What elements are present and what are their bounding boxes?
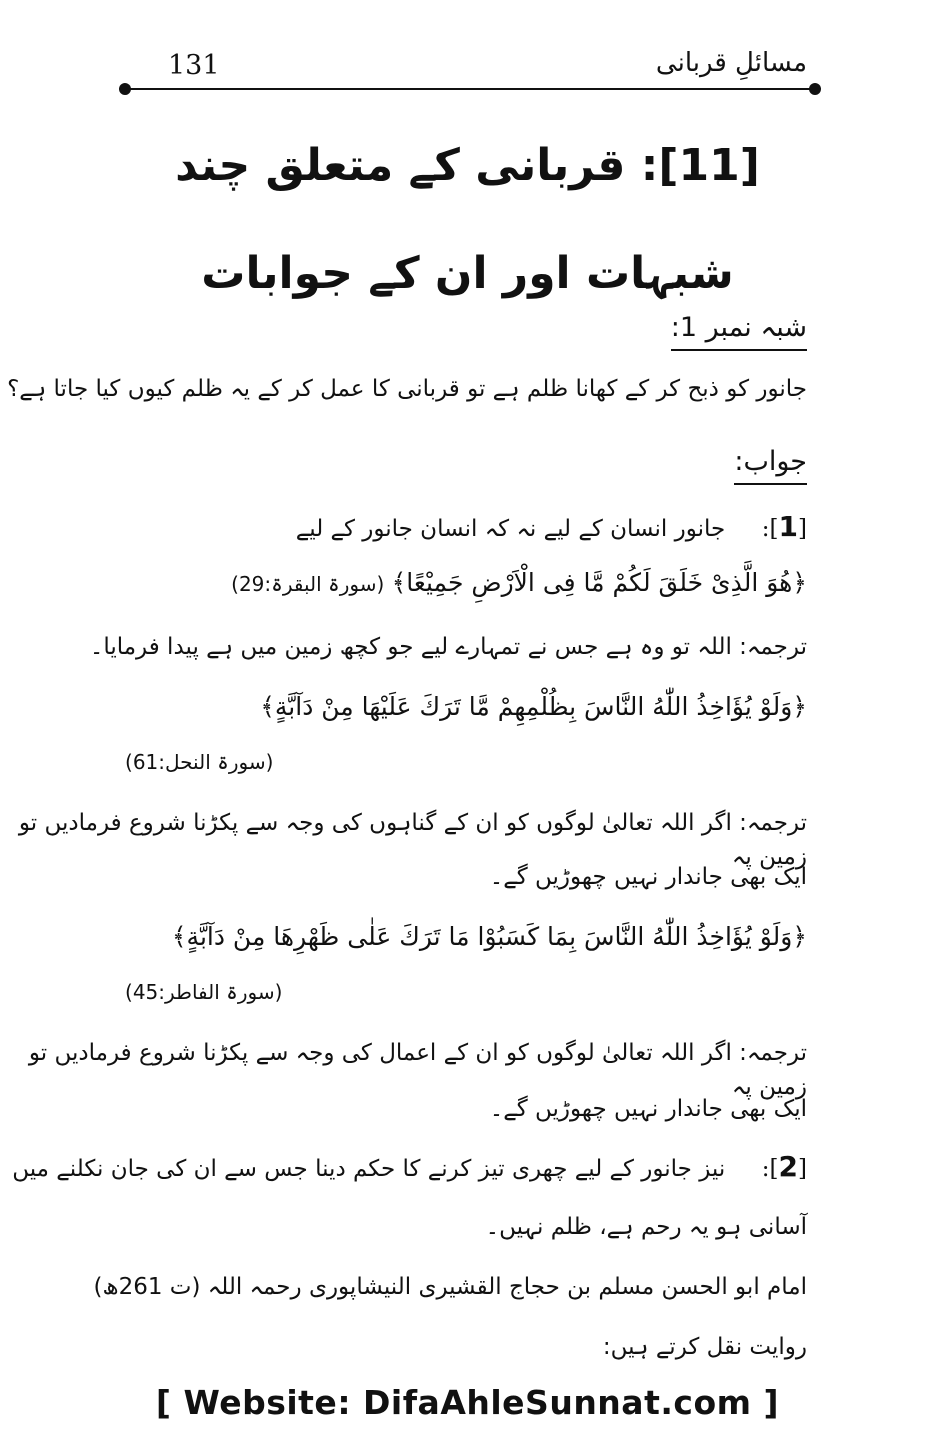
ayah-3: ﴿وَلَوْ یُؤَاخِذُ اللّٰهُ النَّاسَ بِمَا كَسَبُوْا مَا تَرَكَ عَلٰی ظَهْرِهَا مِنْ دَآبَّةٍ﴾ [171,922,807,951]
header-rule-left-dot [119,83,131,95]
answer-heading: جواب: [734,446,807,485]
translation-2-line-2: ایک بھی جاندار نہیں چھوڑیں گے۔ [489,864,807,890]
page-number: 131 [168,50,220,81]
ayah-1-reference: (سورۃ البقرۃ:29) [231,572,385,596]
header-rule-right-dot [809,83,821,95]
point-2-line-2: آسانی ہو یہ رحم ہے، ظلم نہیں۔ [485,1214,807,1240]
ayah-3-reference: (سورۃ الفاطر:45) [125,980,283,1004]
translation-3-line-2: ایک بھی جاندار نہیں چھوڑیں گے۔ [489,1096,807,1122]
doubt-heading: شبہ نمبر 1: [671,312,807,351]
point-2 [12,1150,807,1186]
ayah-2: ﴿وَلَوْ یُؤَاخِذُ اللّٰهُ النَّاسَ بِظُلْمِهِمْ مَّا تَرَكَ عَلَیْهَا مِنْ دَآبَّةٍ﴾ [260,692,807,721]
point-1-marker: [1]: [761,510,807,543]
translation-3-line-1: ترجمہ: اگر اللہ تعالیٰ لوگوں کو ان کے اعمال کی وجہ سے پکڑنا شروع فرمادیں تو زمین پہ [28,1040,807,1100]
point-1 [296,510,807,546]
translation-2-line-1: ترجمہ: اگر اللہ تعالیٰ لوگوں کو ان کے گناہوں کی وجہ سے پکڑنا شروع فرمادیں تو زمین پہ [18,810,807,870]
ayah-2-reference: (سورۃ النحل:61) [125,750,274,774]
point-2-text: نیز جانور کے لیے چھری تیز کرنے کا حکم دینا جس سے ان کی جان نکلنے میں [12,1156,726,1182]
ayah-1-line [231,566,807,601]
ayah-1: ﴿هُوَ الَّذِیْ خَلَقَ لَكُمْ مَّا فِی الْاَرْضِ جَمِیْعًا﴾ [391,568,807,597]
narration-line: روایت نقل کرتے ہیں: [602,1334,807,1360]
running-header-title: مسائلِ قربانی [655,48,807,78]
translation-1: ترجمہ: اللہ تو وہ ہے جس نے تمہارے لیے جو کچھ زمین میں ہے پیدا فرمایا۔ [89,634,807,660]
point-1-text: جانور انسان کے لیے نہ کہ انسان جانور کے لیے [295,516,726,542]
doubt-question: جانور کو ذبح کر کے کھانا ظلم ہے تو قربانی کا عمل کر کے یہ ظلم کیوں کیا جاتا ہے؟ [7,376,807,402]
website-footer: [ Website: DifaAhleSunnat.com ] [155,1383,780,1422]
imam-line: امام ابو الحسن مسلم بن حجاج القشیری النیشاپوری رحمہ اللہ (ت 261ھ) [93,1274,807,1300]
point-2-marker: [2]: [761,1150,807,1183]
chapter-title: [11]: قربانی کے متعلق چند شبہات اور ان کے جوابات [175,140,760,299]
header-rule [125,88,815,90]
